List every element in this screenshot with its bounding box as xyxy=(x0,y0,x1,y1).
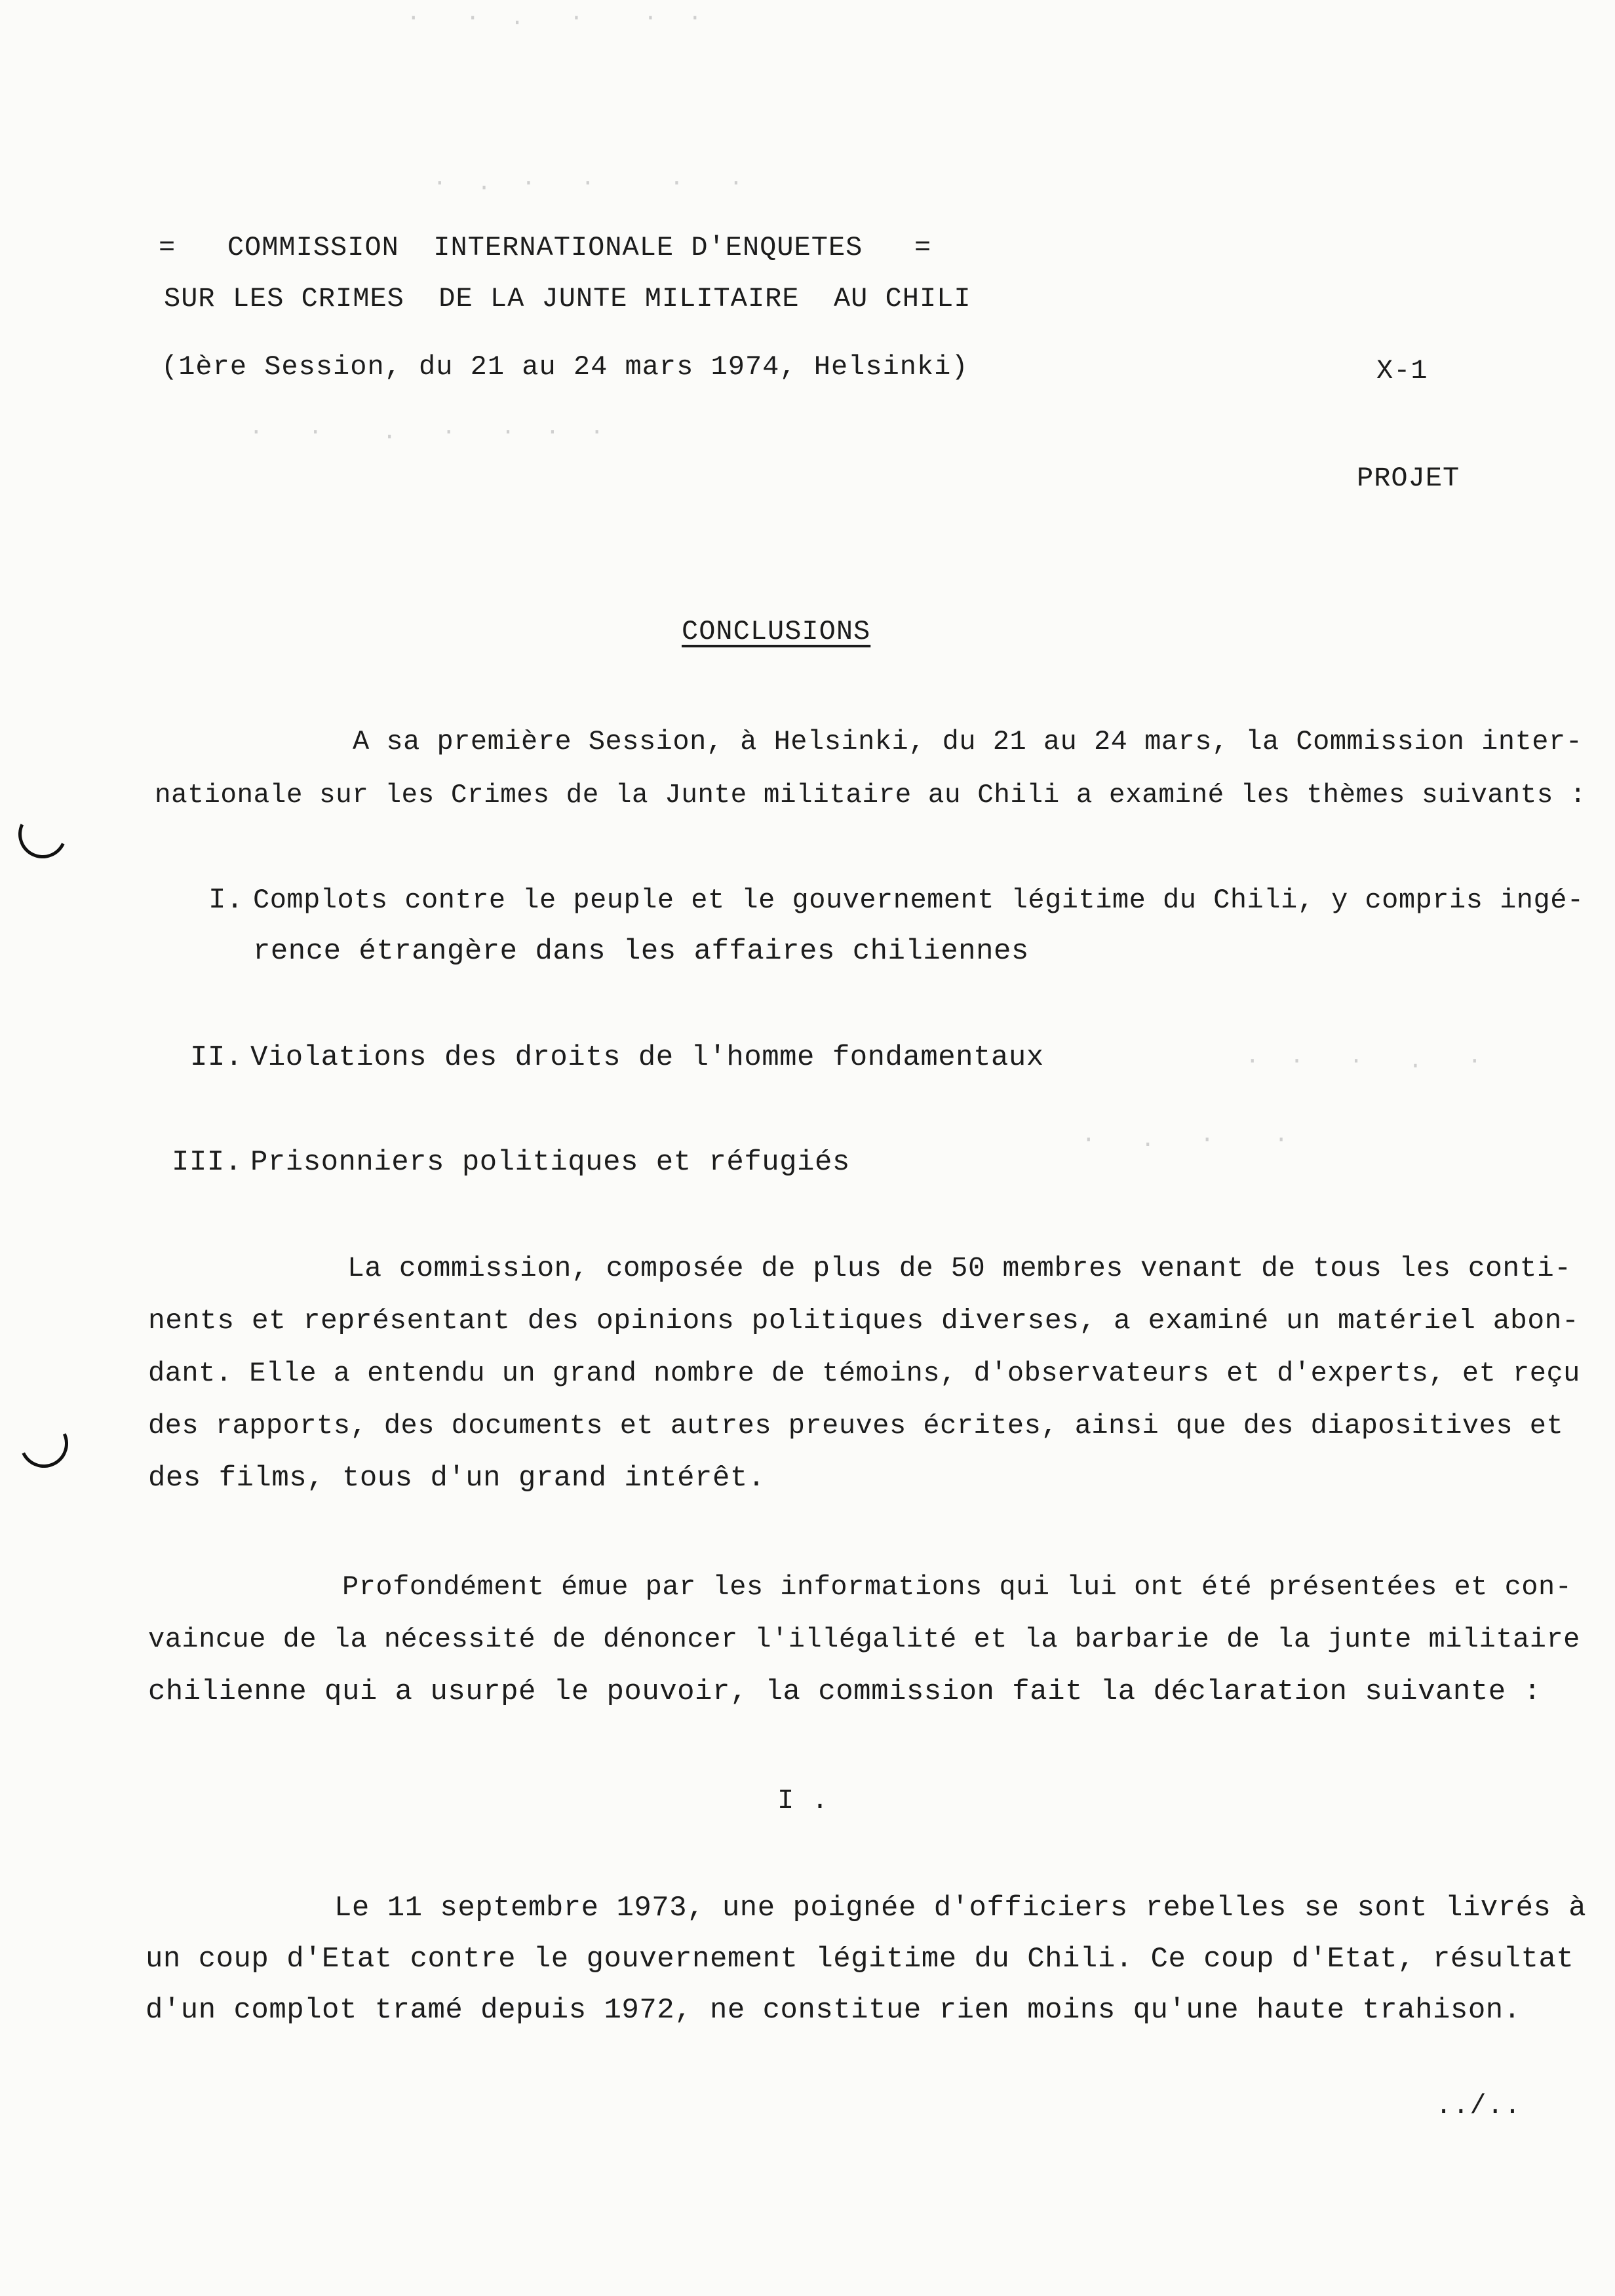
paragraph-1-line: des films, tous d'un grand intérêt. xyxy=(148,1462,766,1495)
bleed-through-marks: · · . · · · xyxy=(406,5,703,31)
bleed-through-marks: · · · . · xyxy=(1245,1048,1483,1075)
theme-number: III. xyxy=(172,1146,243,1179)
paragraph-1-line: dant. Elle a entendu un grand nombre de témoins, d'observateurs et d'experts, et reçu xyxy=(148,1358,1580,1389)
theme-line: Prisonniers politiques et réfugiés xyxy=(250,1146,850,1179)
theme-line: Complots contre le peuple et le gouvernement légitime du Chili, y compris ingé- xyxy=(253,885,1584,916)
paragraph-3-line: Le 11 septembre 1973, une poignée d'officiers rebelles se sont livrés à xyxy=(334,1892,1587,1924)
theme-line: Violations des droits de l'homme fondamentaux xyxy=(250,1041,1044,1074)
bleed-through-marks: · . · · · · xyxy=(433,170,744,197)
theme-line: rence étrangère dans les affaires chiliennes xyxy=(253,935,1029,968)
intro-line: A sa première Session, à Helsinki, du 21 au 24 mars, la Commission inter- xyxy=(353,726,1583,757)
header-line-2: SUR LES CRIMES DE LA JUNTE MILITAIRE AU CHILI xyxy=(164,283,971,315)
paragraph-1-line: nents et représentant des opinions politiques diverses, a examiné un matériel abon- xyxy=(148,1305,1580,1337)
document-title: CONCLUSIONS xyxy=(682,616,871,647)
punch-hole-mark xyxy=(12,803,74,866)
paragraph-1-line: des rapports, des documents et autres preuves écrites, ainsi que des diapositives et xyxy=(148,1410,1564,1442)
intro-line: nationale sur les Crimes de la Junte militaire au Chili a examiné les thèmes suivants : xyxy=(155,780,1587,811)
paragraph-1-line: La commission, composée de plus de 50 membres venant de tous les conti- xyxy=(347,1252,1572,1284)
paragraph-2-line: chilienne qui a usurpé le pouvoir, la commission fait la déclaration suivante : xyxy=(148,1675,1542,1708)
header-session-line: (1ère Session, du 21 au 24 mars 1974, Helsinki) xyxy=(161,351,969,383)
punch-hole-mark xyxy=(13,1413,75,1475)
header-line-1: = COMMISSION INTERNATIONALE D'ENQUETES = xyxy=(159,232,932,263)
section-number: I . xyxy=(777,1785,829,1816)
paragraph-2-line: Profondément émue par les informations qui lui ont été présentées et con- xyxy=(342,1571,1572,1603)
draft-status-label: PROJET xyxy=(1357,463,1460,494)
theme-number: I. xyxy=(208,884,244,917)
document-reference: X-1 xyxy=(1376,355,1428,387)
paragraph-3-line: un coup d'Etat contre le gouvernement légitime du Chili. Ce coup d'Etat, résultat xyxy=(146,1943,1574,1976)
theme-number: II. xyxy=(190,1041,243,1074)
paragraph-3-line: d'un complot tramé depuis 1972, ne constitue rien moins qu'une haute trahison. xyxy=(146,1994,1521,2027)
continuation-mark: ../.. xyxy=(1435,2090,1522,2122)
bleed-through-marks: · · . · · · · xyxy=(249,419,605,446)
bleed-through-marks: · . · · xyxy=(1081,1126,1289,1153)
paragraph-2-line: vaincue de la nécessité de dénoncer l'illégalité et la barbarie de la junte militaire xyxy=(148,1624,1580,1655)
